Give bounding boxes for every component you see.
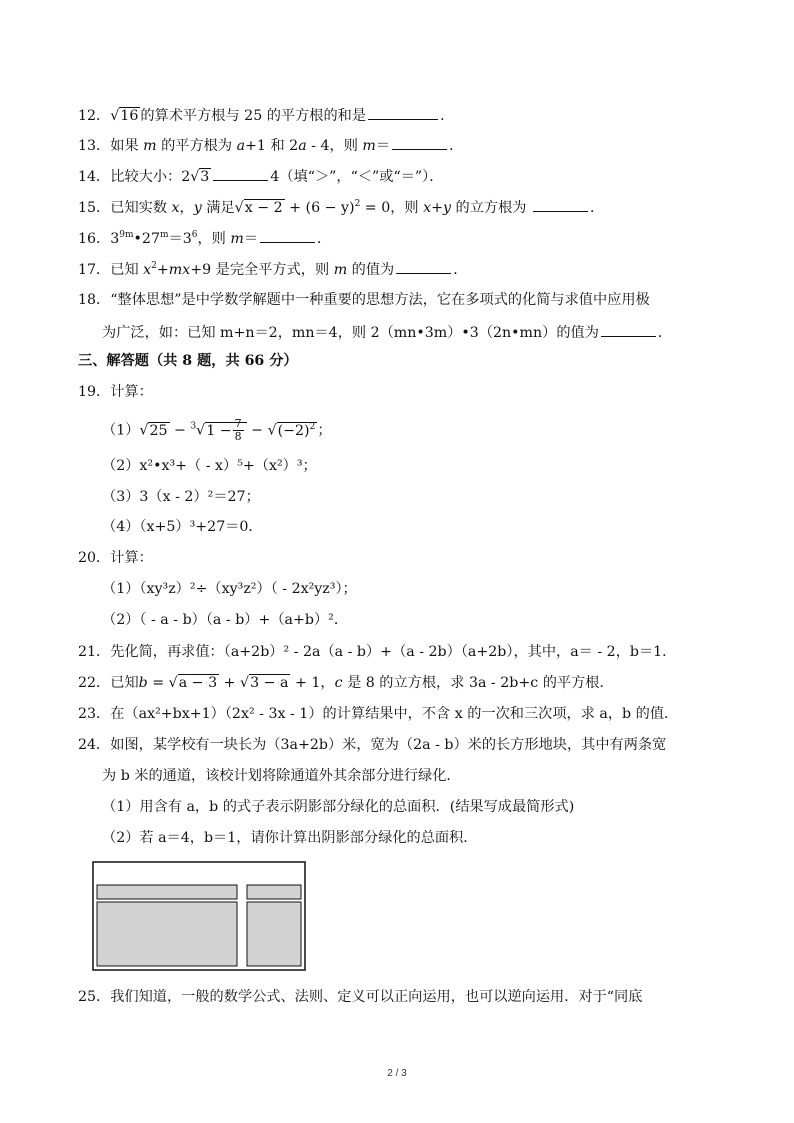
question-15: 15．已知实数 x，y 满足$√x - 2 + (6 - y)^2 = 0$，则 x+y 的立方根为 ． bbox=[78, 195, 604, 219]
question-18: 18．“整体思想”是中学数学解题中一种重要的思想方法，它在多项式的化简与求值中应用极 bbox=[78, 292, 650, 308]
answer-blank[interactable] bbox=[396, 257, 451, 274]
section-heading: 三、解答题（共 8 题，共 66 分） bbox=[78, 353, 298, 369]
question-13: 13．如果 m 的平方根为 a+1 和 2a - 4，则 m＝ ． bbox=[78, 133, 463, 157]
question-22: 22．已知b = √a − 3 + √3 − a + 1，c 是 8 的立方根，求 3a - 2b+c 的平方根． bbox=[78, 675, 614, 691]
shaded-region-bottom-right bbox=[247, 902, 301, 966]
q20-part-2: （2）（ - a - b）（a - b）+（a+b）²． bbox=[102, 612, 349, 628]
question-20: 20．计算： bbox=[78, 550, 153, 566]
shaded-region-top-right bbox=[247, 885, 301, 899]
sqrt-symbol: √ bbox=[234, 200, 244, 216]
land-plot-figure bbox=[92, 861, 306, 971]
question-23: 23．在（ax²+bx+1）（2x² - 3x - 1）的计算结果中，不含 x 的一次和三次项，求 a，b 的值． bbox=[78, 706, 679, 722]
q19-part-4: （4）（x+5）³+27＝0． bbox=[102, 519, 263, 535]
q19-part-3: （3）3（x - 2）²＝27； bbox=[102, 489, 260, 505]
answer-blank[interactable] bbox=[260, 226, 315, 243]
q20-part-1: （1）（xy³z）²÷（xy³z²）（ - 2x²yz³）； bbox=[102, 581, 357, 597]
question-24-cont: 为 b 米的通道，该校计划将除通道外其余部分进行绿化． bbox=[102, 768, 461, 784]
question-14: 14．比较大小：2√3 4（填“＞”，“＜”或“＝”）． bbox=[78, 164, 443, 188]
question-18-cont: 为广泛，如：已知 m+n＝2，mn＝4，则 2（mn•3m）•3（2n•mn）的值为 ． bbox=[102, 320, 672, 344]
answer-blank[interactable] bbox=[533, 195, 588, 212]
question-17: 17．已知 $x^2+mx+9$ 是完全平方式，则 m 的值为 ． bbox=[78, 257, 467, 281]
answer-blank[interactable] bbox=[392, 133, 447, 150]
question-24: 24．如图，某学校有一块长为（3a+2b）米，宽为（2a - b）米的长方形地块，其中有两条宽 bbox=[78, 737, 667, 753]
question-21: 21．先化简，再求值：（a+2b）² - 2a（a - b）+（a - 2b）（a+2b），其中，a＝ - 2，b＝1． bbox=[78, 644, 677, 660]
q24-part-2: （2）若 a＝4，b＝1，请你计算出阴影部分绿化的总面积． bbox=[102, 830, 478, 846]
question-16: 16．$3^{9m}•27^m=3^6$，则 m＝ ． bbox=[78, 226, 331, 250]
page-number: 2 / 3 bbox=[387, 1068, 407, 1079]
q24-part-1: （1）用含有 a，b 的式子表示阴影部分绿化的总面积．(结果写成最简形式) bbox=[102, 799, 575, 815]
question-12: 12．√16 的算术平方根与 25 的平方根的和是 ． bbox=[78, 103, 454, 127]
sqrt-symbol: √ bbox=[190, 169, 200, 185]
question-19: 19．计算： bbox=[78, 384, 153, 400]
shaded-region-bottom-left bbox=[97, 902, 237, 966]
q19-part-1: （1）√25 − $^3$√1 − $\frac{7}{8}$ − $√(-2)^2$ ； bbox=[102, 417, 332, 443]
shaded-region-top-left bbox=[97, 885, 237, 899]
answer-blank[interactable] bbox=[601, 320, 656, 337]
sqrt-symbol: √ bbox=[110, 108, 120, 124]
q19-part-2: （2）x²•x³+（ - x）⁵+（x²）³； bbox=[102, 458, 317, 474]
question-25: 25．我们知道，一般的数学公式、法则、定义可以正向运用，也可以逆向运用．对于“同底 bbox=[78, 989, 643, 1005]
answer-blank[interactable] bbox=[368, 103, 438, 120]
answer-blank[interactable] bbox=[213, 164, 268, 181]
